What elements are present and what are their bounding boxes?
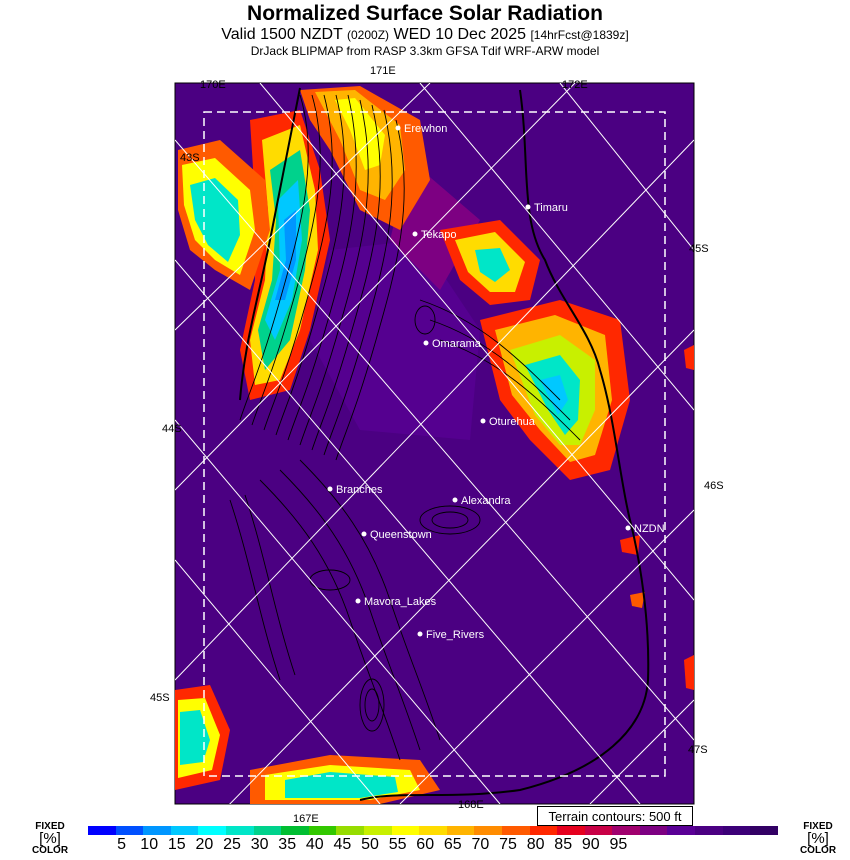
color-tick-label: 50: [361, 836, 379, 853]
color-scale-ticks: [88, 836, 788, 856]
color-tick-label: 55: [388, 836, 407, 853]
place-label: Branches: [336, 484, 383, 496]
color-swatch: [557, 826, 585, 835]
forecast-info: [14hrFcst@1839z]: [530, 28, 629, 42]
color-swatch: [143, 826, 171, 835]
color-label: COLOR: [799, 845, 837, 856]
color-tick-label: 25: [223, 836, 241, 853]
color-tick-label: 95: [609, 836, 628, 853]
place-label: NZDN: [634, 523, 665, 535]
lat-label-47s: 47S: [688, 744, 708, 756]
place-label: Omarama: [432, 338, 481, 350]
color-swatch: [723, 826, 751, 835]
lat-label-44s: 44S: [162, 423, 182, 435]
color-swatch: [612, 826, 640, 835]
color-tick-label: 70: [471, 836, 490, 853]
place-label: Timaru: [534, 202, 568, 214]
color-tick-label: 15: [167, 836, 186, 853]
color-swatch: [502, 826, 530, 835]
lat-label-43s: 43S: [180, 152, 200, 164]
color-swatch: [88, 826, 116, 835]
place-label: Mavora_Lakes: [364, 596, 437, 608]
place-label: Queenstown: [370, 529, 432, 541]
terrain-contours-note: Terrain contours: 500 ft: [537, 806, 693, 826]
color-swatch: [474, 826, 502, 835]
lon-label-170e: 170E: [200, 79, 226, 91]
fixed-color-left: [28, 822, 72, 856]
place-label: Five_Rivers: [426, 629, 485, 641]
lon-label-171e: 171E: [370, 65, 396, 77]
valid-main: Valid 1500 NZDT: [221, 26, 343, 43]
color-tick-label: 45: [333, 836, 352, 853]
color-swatch: [750, 826, 778, 835]
place-omarama[interactable]: [424, 338, 482, 350]
color-swatch: [116, 826, 144, 835]
lat-label-45s-right: 45S: [689, 243, 709, 255]
color-swatch: [364, 826, 392, 835]
fixed-color-right: [796, 822, 840, 856]
color-swatch: [640, 826, 668, 835]
color-swatch: [309, 826, 337, 835]
place-five-rivers[interactable]: [418, 629, 485, 641]
color-tick-label: 20: [195, 836, 214, 853]
valid-utc: (0200Z): [347, 28, 390, 42]
chart-title: Normalized Surface Solar Radiation: [247, 2, 603, 25]
lat-label-45s-left: 45S: [150, 692, 170, 704]
lon-label-172e: 172E: [562, 79, 588, 91]
color-tick-label: 65: [443, 836, 462, 853]
color-tick-label: 60: [416, 836, 435, 853]
color-swatch: [198, 826, 226, 835]
color-swatch: [419, 826, 447, 835]
model-subtitle: DrJack BLIPMAP from RASP 3.3km GFSA Tdif WRF-ARW model: [250, 44, 600, 58]
color-swatch: [392, 826, 420, 835]
lon-label-167e: 167E: [293, 813, 319, 825]
color-label: COLOR: [31, 845, 69, 856]
place-label: Erewhon: [404, 123, 448, 135]
valid-date: WED 10 Dec 2025: [393, 26, 526, 43]
place-label: Tekapo: [421, 229, 457, 241]
color-swatch: [447, 826, 475, 835]
color-tick-label: 30: [250, 836, 269, 853]
color-tick-label: 5: [117, 836, 127, 853]
color-tick-label: 75: [499, 836, 517, 853]
fixed-label: FIXED: [35, 821, 65, 832]
color-swatch: [254, 826, 282, 835]
lon-label-168e: 168E: [458, 799, 484, 811]
color-swatch: [695, 826, 723, 835]
fixed-label: FIXED: [803, 821, 833, 832]
place-label: Oturehua: [489, 416, 535, 428]
color-swatch: [336, 826, 364, 835]
color-swatch: [281, 826, 309, 835]
color-swatch: [667, 826, 695, 835]
color-tick-label: 85: [554, 836, 573, 853]
place-erewhon[interactable]: [396, 123, 448, 135]
place-alexandra[interactable]: [453, 495, 512, 507]
percent-unit: [%]: [39, 830, 61, 847]
color-tick-label: 80: [526, 836, 545, 853]
place-label: Alexandra: [461, 495, 511, 507]
color-swatch: [226, 826, 254, 835]
place-branches[interactable]: [328, 484, 383, 496]
color-swatch: [171, 826, 199, 835]
place-oturehua[interactable]: [481, 416, 536, 428]
color-swatch: [530, 826, 558, 835]
place-queenstown[interactable]: [362, 529, 432, 541]
lat-label-46s: 46S: [704, 480, 724, 492]
color-tick-label: 90: [581, 836, 600, 853]
color-tick-label: 35: [278, 836, 297, 853]
color-tick-label: 40: [305, 836, 324, 853]
place-mavora-lakes[interactable]: [356, 596, 437, 608]
color-tick-label: 10: [140, 836, 159, 853]
percent-unit: [%]: [807, 830, 829, 847]
color-scale-bar: [88, 826, 778, 835]
color-swatch: [585, 826, 613, 835]
